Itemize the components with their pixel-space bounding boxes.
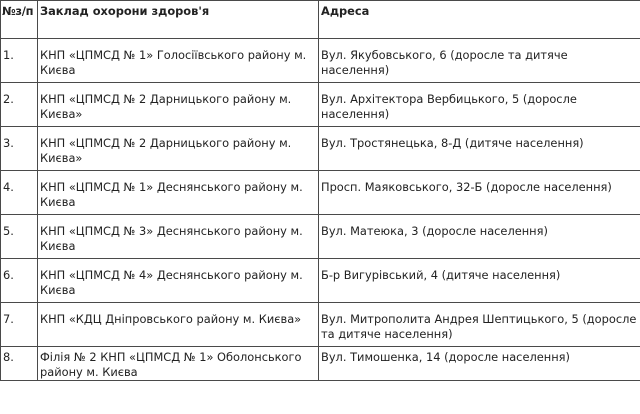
table-row — [1, 83, 640, 127]
row-institution: КНП «ЦПМСД № 1» Деснянського району м. Києва — [38, 171, 319, 215]
row-institution: КНП «ЦПМСД № 4» Деснянського району м. Києва — [38, 259, 319, 303]
row-number: 5. — [1, 215, 38, 259]
header-address: Адреса — [319, 1, 640, 39]
table-row — [1, 303, 640, 347]
row-number: 4. — [1, 171, 38, 215]
row-institution: КНП «ЦПМСД № 1» Голосіївського району м. Києва — [38, 39, 319, 83]
row-institution: КНП «ЦПМСД № 2 Дарницького району м. Києва» — [38, 127, 319, 171]
row-address: Просп. Маяковського, 32-Б (доросле населення) — [319, 171, 640, 215]
row-address: Б-р Вигурівський, 4 (дитяче населення) — [319, 259, 640, 303]
table-row — [1, 259, 640, 303]
table-row — [1, 215, 640, 259]
table-row — [1, 347, 640, 381]
row-number: 8. — [1, 347, 38, 381]
table-header — [1, 1, 640, 39]
row-address: Вул. Митрополита Андрея Шептицького, 5 (доросле та дитяче населення) — [319, 303, 640, 347]
table-body — [1, 39, 640, 381]
row-number: 6. — [1, 259, 38, 303]
row-number: 1. — [1, 39, 38, 83]
row-address: Вул. Архітектора Вербицького, 5 (доросле населення) — [319, 83, 640, 127]
row-address: Вул. Якубовського, 6 (доросле та дитяче населення) — [319, 39, 640, 83]
row-address: Вул. Матеюка, 3 (доросле населення) — [319, 215, 640, 259]
row-number: 7. — [1, 303, 38, 347]
row-institution: КНП «ЦПМСД № 3» Деснянського району м. Києва — [38, 215, 319, 259]
row-address: Вул. Тимошенка, 14 (доросле населення) — [319, 347, 640, 381]
row-institution: КНП «КДЦ Дніпровського району м. Києва» — [38, 303, 319, 347]
table-row — [1, 39, 640, 83]
row-number: 2. — [1, 83, 38, 127]
row-institution: КНП «ЦПМСД № 2 Дарницького району м. Києва» — [38, 83, 319, 127]
row-address: Вул. Тростянецька, 8-Д (дитяче населення) — [319, 127, 640, 171]
table-row — [1, 127, 640, 171]
header-institution: Заклад охорони здоров'я — [38, 1, 319, 39]
row-institution: Філія № 2 КНП «ЦПМСД № 1» Оболонського району м. Києва — [38, 347, 319, 381]
header-row — [1, 1, 640, 39]
row-number: 3. — [1, 127, 38, 171]
table-row — [1, 171, 640, 215]
header-number: №з/п — [1, 1, 38, 39]
